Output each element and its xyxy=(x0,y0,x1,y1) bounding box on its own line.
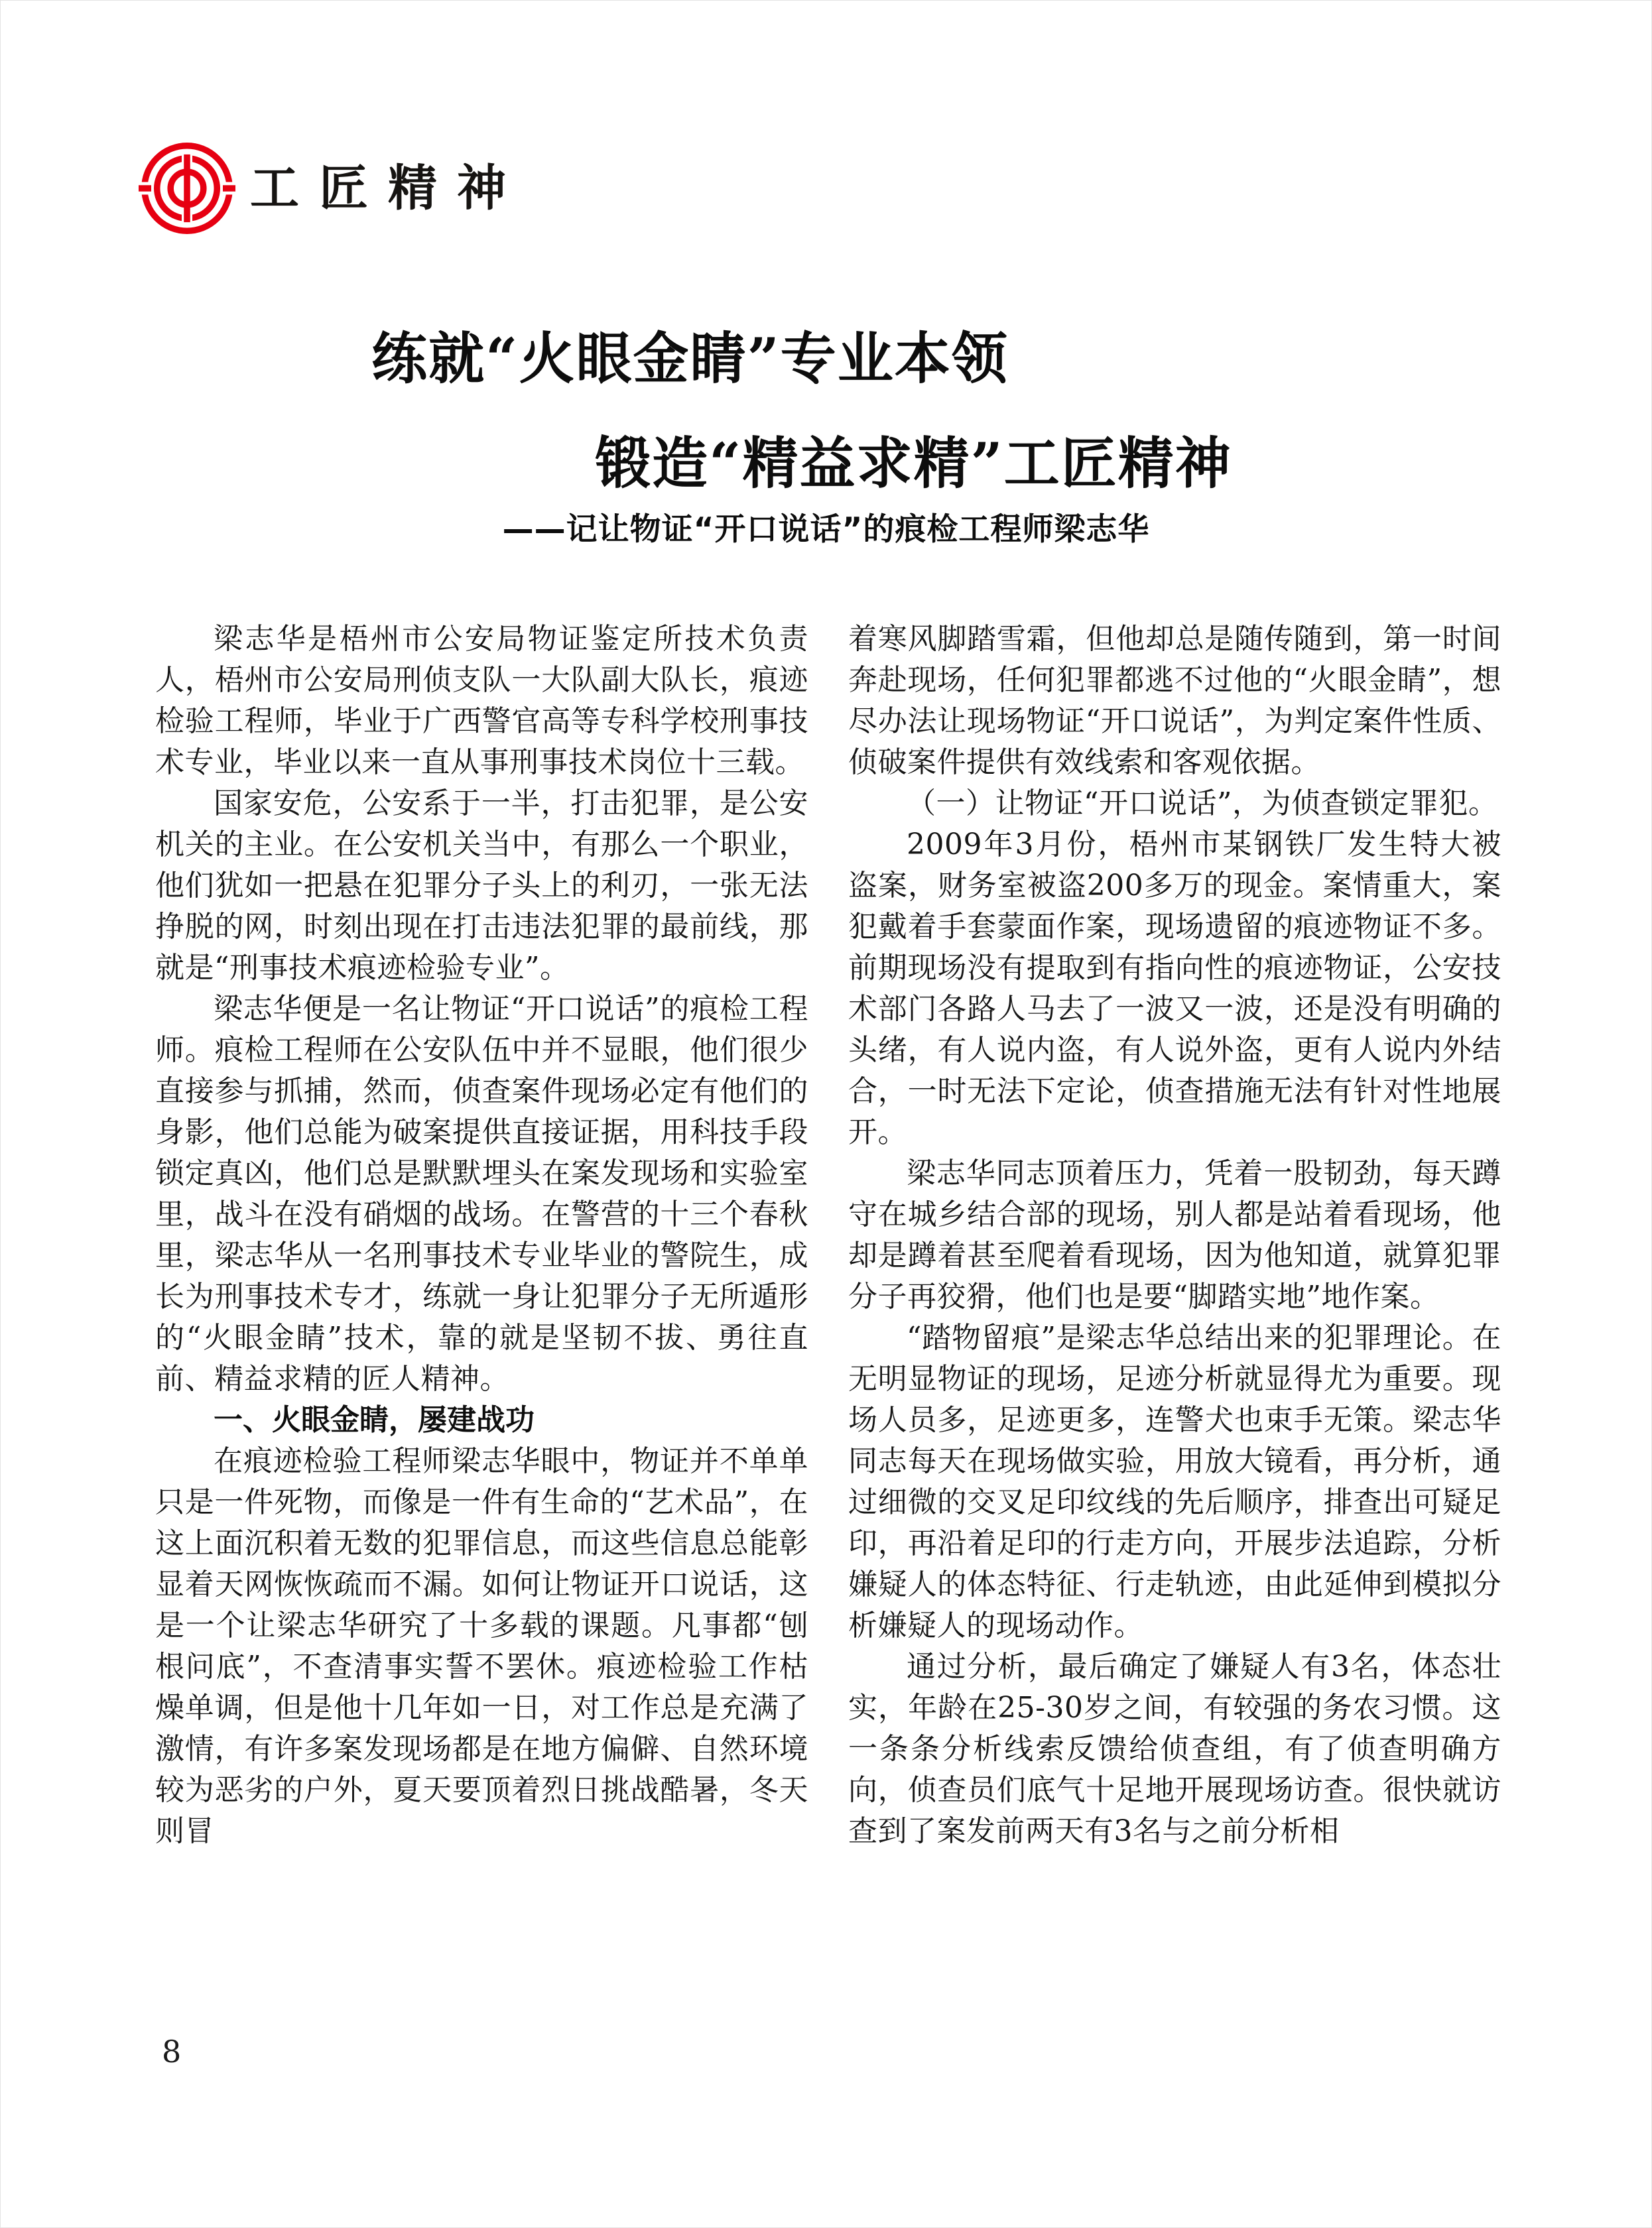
right-column xyxy=(848,619,1501,1852)
paragraph: 2009年3月份，梧州市某钢铁厂发生特大被盗案，财务室被盗200多万的现金。案情重大，案犯戴着手套蒙面作案，现场遗留的痕迹物证不多。前期现场没有提取到有指向性的痕迹物证，公安技术部门各路人马去了一波又一波，还是没有明确的头绪，有人说内盗，有人说外盗，更有人说内外结合，一时无法下定论，侦查措施无法有针对性地展开。 xyxy=(848,828,1501,1149)
page-number: 8 xyxy=(162,2034,182,2070)
article-body xyxy=(155,619,1501,1852)
paragraph: 国家安危，公安系于一半，打击犯罪，是公安机关的主业。在公安机关当中，有那么一个职业，他们犹如一把悬在犯罪分子头上的利刃，一张无法挣脱的网，时刻出现在打击违法犯罪的最前线，那就是“刑事技术痕迹检验专业”。 xyxy=(155,786,808,985)
paragraph: 梁志华是梧州市公安局物证鉴定所技术负责人，梧州市公安局刑侦支队一大队副大队长，痕迹检验工程师，毕业于广西警官高等专科学校刑事技术专业，毕业以来一直从事刑事技术岗位十三载。 xyxy=(155,622,808,779)
paragraph-continuation: 着寒风脚踏雪霜，但他却总是随传随到，第一时间奔赴现场，任何犯罪都逃不过他的“火眼金睛”，想尽办法让现场物证“开口说话”，为判定案件性质、侦破案件提供有效线索和客观依据。 xyxy=(848,622,1501,779)
article-subtitle: ——记让物证“开口说话”的痕检工程师梁志华 xyxy=(502,511,1150,548)
paragraph: 在痕迹检验工程师梁志华眼中，物证并不单单只是一件死物，而像是一件有生命的“艺术品”，在这上面沉积着无数的犯罪信息，而这些信息总能彰显着天网恢恢疏而不漏。如何让物证开口说话，这是一个让梁志华研究了十多载的课题。凡事都“刨根问底”，不查清事实誓不罢休。痕迹检验工作枯燥单调，但是他十几年如一日，对工作总是充满了激情，有许多案发现场都是在地方偏僻、自然环境较为恶劣的户外，夏天要顶着烈日挑战酷暑，冬天则冒 xyxy=(155,1444,808,1848)
left-column xyxy=(155,619,808,1852)
article-title xyxy=(1,326,1651,496)
article-title-line1: 练就“火眼金睛”专业本领 xyxy=(371,326,1009,391)
section-heading: 一、火眼金睛，屡建战功 xyxy=(214,1403,535,1437)
trade-union-emblem-icon xyxy=(139,140,235,237)
masthead-section-title: 工匠精神 xyxy=(250,160,526,217)
article-title-line2: 锻造“精益求精”工匠精神 xyxy=(595,430,1232,496)
paragraph: 梁志华同志顶着压力，凭着一股韧劲，每天蹲守在城乡结合部的现场，别人都是站着看现场，他却是蹲着甚至爬着看现场，因为他知道，就算犯罪分子再狡猾，他们也是要“脚踏实地”地作案。 xyxy=(848,1156,1501,1314)
paragraph: 通过分析，最后确定了嫌疑人有3名，体态壮实，年龄在25-30岁之间，有较强的务农习惯。这一条条分析线索反馈给侦查组，有了侦查明确方向，侦查员们底气十足地开展现场访查。很快就访查到了案发前两天有3名与之前分析相 xyxy=(848,1650,1501,1848)
paragraph: （一）让物证“开口说话”，为侦查锁定罪犯。 xyxy=(907,786,1498,820)
masthead xyxy=(139,140,526,237)
paragraph: 梁志华便是一名让物证“开口说话”的痕检工程师。痕检工程师在公安队伍中并不显眼，他们很少直接参与抓捕，然而，侦查案件现场必定有他们的身影，他们总能为破案提供直接证据，用科技手段锁定真凶，他们总是默默埋头在案发现场和实验室里，战斗在没有硝烟的战场。在警营的十三个春秋里，梁志华从一名刑事技术专业毕业的警院生，成长为刑事技术专才，练就一身让犯罪分子无所遁形的“火眼金睛”技术，靠的就是坚韧不拔、勇往直前、精益求精的匠人精神。 xyxy=(155,992,808,1396)
paragraph: “踏物留痕”是梁志华总结出来的犯罪理论。在无明显物证的现场，足迹分析就显得尤为重要。现场人员多，足迹更多，连警犬也束手无策。梁志华同志每天在现场做实验，用放大镜看，再分析，通过细微的交叉足印纹线的先后顺序，排查出可疑足印，再沿着足印的行走方向，开展步法追踪，分析嫌疑人的体态特征、行走轨迹，由此延伸到模拟分析嫌疑人的现场动作。 xyxy=(848,1321,1501,1642)
